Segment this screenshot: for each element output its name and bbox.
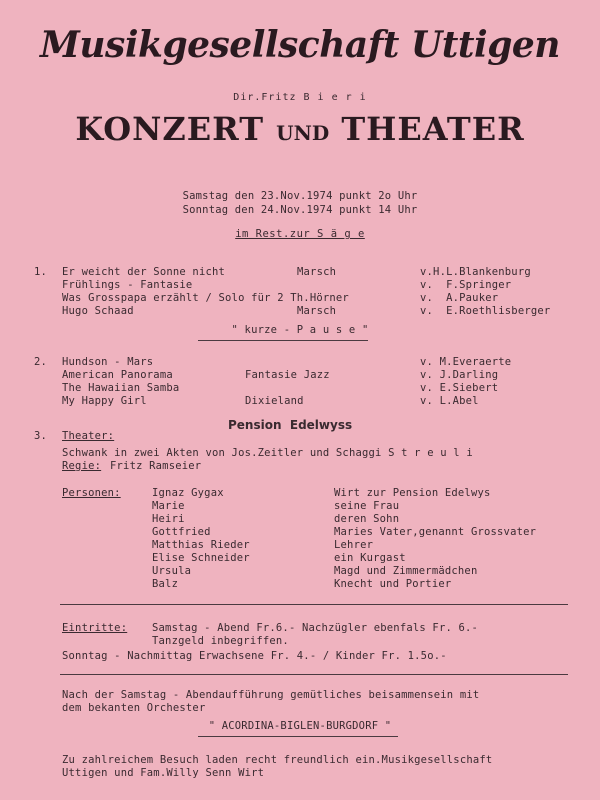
part1-row-composer: v. E.Roethlisberger: [420, 305, 551, 317]
part2-number: 2.: [34, 356, 48, 368]
cast-actor: Heiri: [152, 513, 185, 525]
director-line: Dir.Fritz B i e r i: [233, 92, 367, 103]
cast-role: deren Sohn: [334, 513, 400, 525]
after-line-2: dem bekanten Orchester: [62, 702, 206, 714]
part1-row-genre: Marsch: [297, 305, 337, 317]
part2-row-title: My Happy Girl: [62, 395, 147, 407]
divider-1: [60, 604, 568, 605]
part1-number: 1.: [34, 266, 48, 278]
cast-role: seine Frau: [334, 500, 400, 512]
part1-row-genre: Marsch: [297, 266, 337, 278]
headline-theater: THEATER: [341, 110, 525, 148]
closing-line-1: Zu zahlreichem Besuch laden recht freundlich ein.Musikgesellschaft: [62, 754, 493, 766]
admission-line-1: Samstag - Abend Fr.6.- Nachzügler ebenfals Fr. 6.-: [152, 622, 479, 634]
band-name: " ACORDINA-BIGLEN-BURGDORF ": [208, 720, 392, 732]
theater-label: Theater:: [62, 430, 115, 442]
part2-row-genre: Fantasie Jazz: [245, 369, 330, 381]
closing-line-2: Uttigen und Fam.Willy Senn Wirt: [62, 767, 265, 779]
cast-actor: Elise Schneider: [152, 552, 250, 564]
society-title: Musikgesellschaft Uttigen: [40, 24, 560, 66]
part1-row-title: Frühlings - Fantasie: [62, 279, 193, 291]
part3-number: 3.: [34, 430, 48, 442]
cast-role: Knecht und Portier: [334, 578, 452, 590]
band-underline: [198, 736, 398, 737]
cast-actor: Matthias Rieder: [152, 539, 250, 551]
part1-row-composer: v.H.L.Blankenburg: [420, 266, 531, 278]
cast-actor: Ursula: [152, 565, 192, 577]
regie-label: Regie:: [62, 460, 102, 472]
headline-konzert: KONZERT: [75, 110, 264, 148]
divider-2: [60, 674, 568, 675]
part2-row-composer: v. J.Darling: [420, 369, 499, 381]
cast-actor: Ignaz Gygax: [152, 487, 224, 499]
event-headline: [0, 110, 600, 148]
headline-und: UND: [276, 121, 330, 145]
part2-row-title: The Hawaiian Samba: [62, 382, 180, 394]
venue-line: im Rest.zur S ä g e: [235, 228, 365, 240]
regie-name: Fritz Ramseier: [110, 460, 202, 472]
part1-row-title: Was Grosspapa erzählt / Solo für 2 Th.Hörner: [62, 292, 349, 304]
part2-row-composer: v. M.Everaerte: [420, 356, 512, 368]
part2-row-title: Hundson - Mars: [62, 356, 154, 368]
cast-role: Magd und Zimmermädchen: [334, 565, 478, 577]
admission-label: Eintritte:: [62, 622, 128, 634]
date-line-2: Sonntag den 24.Nov.1974 punkt 14 Uhr: [182, 204, 418, 216]
admission-line-2: Tanzgeld inbegriffen.: [152, 635, 289, 647]
part1-row-title: Hugo Schaad: [62, 305, 134, 317]
cast-role: Lehrer: [334, 539, 374, 551]
part2-row-genre: Dixieland: [245, 395, 304, 407]
cast-role: Wirt zur Pension Edelwys: [334, 487, 491, 499]
personen-label: Personen:: [62, 487, 121, 499]
part1-row-composer: v. F.Springer: [420, 279, 512, 291]
cast-role: Maries Vater,genannt Grossvater: [334, 526, 537, 538]
part2-row-composer: v. L.Abel: [420, 395, 479, 407]
cast-actor: Marie: [152, 500, 185, 512]
pause-line: " kurze - P a u s e ": [231, 324, 369, 336]
cast-actor: Gottfried: [152, 526, 211, 538]
play-description: Schwank in zwei Akten von Jos.Zeitler und Schaggi S t r e u l i: [62, 447, 473, 459]
cast-role: ein Kurgast: [334, 552, 406, 564]
part1-row-title: Er weicht der Sonne nicht: [62, 266, 226, 278]
play-title: Pension Edelwyss: [228, 418, 353, 432]
pause-underline: [198, 340, 368, 341]
part2-row-composer: v. E.Siebert: [420, 382, 499, 394]
part1-row-composer: v. A.Pauker: [420, 292, 499, 304]
after-line-1: Nach der Samstag - Abendaufführung gemütliches beisammensein mit: [62, 689, 480, 701]
admission-line-3: Sonntag - Nachmittag Erwachsene Fr. 4.- / Kinder Fr. 1.5o.-: [62, 650, 447, 662]
cast-actor: Balz: [152, 578, 179, 590]
date-line-1: Samstag den 23.Nov.1974 punkt 2o Uhr: [182, 190, 418, 202]
part2-row-title: American Panorama: [62, 369, 173, 381]
